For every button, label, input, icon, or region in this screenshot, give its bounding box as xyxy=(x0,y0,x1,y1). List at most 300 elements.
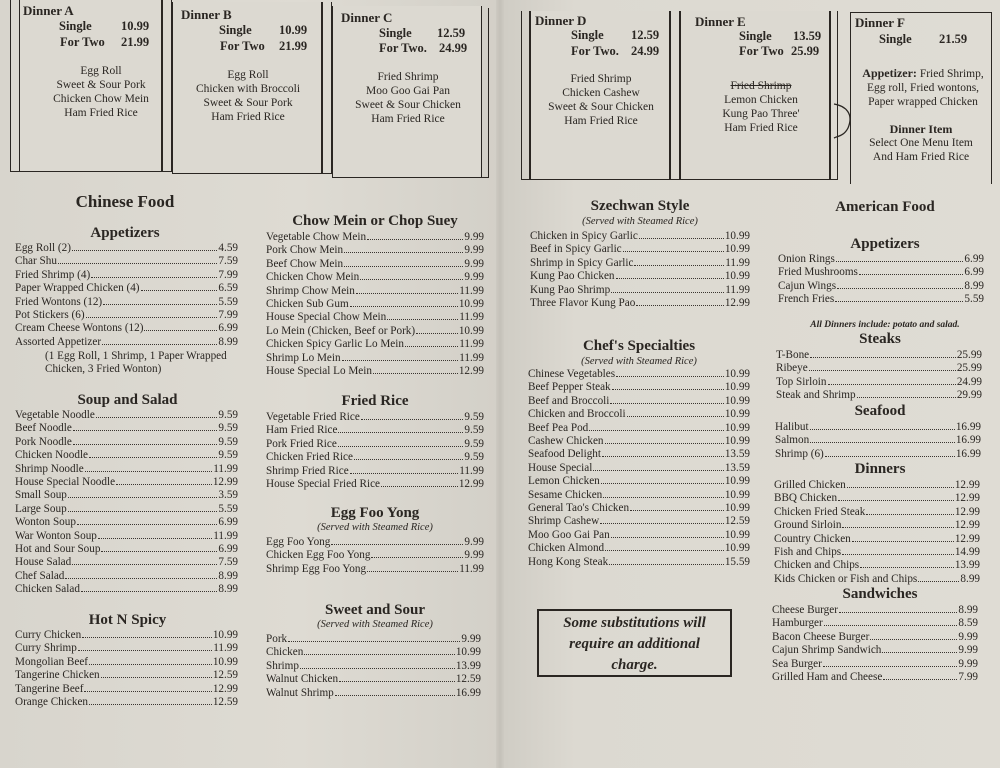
menu-item-row xyxy=(774,573,980,586)
menu-item-row xyxy=(776,362,982,375)
appetizer-description xyxy=(853,66,993,109)
menu-item-row xyxy=(266,660,481,673)
dot-leader xyxy=(300,668,455,669)
menu-item-name: Halibut xyxy=(775,421,809,433)
box-divider xyxy=(322,2,332,174)
menu-item-name: Hong Kong Steak xyxy=(528,555,609,568)
dot-leader xyxy=(335,695,455,696)
menu-item-name: Onion Rings xyxy=(778,253,835,265)
hot-spicy-list xyxy=(15,629,238,709)
dot-leader xyxy=(627,416,724,417)
dot-leader xyxy=(630,510,724,511)
chow-mein-list xyxy=(266,231,484,378)
dot-leader xyxy=(857,397,956,398)
menu-item-name: Cajun Shrimp Sandwich xyxy=(772,644,882,657)
menu-item-price: 9.99 xyxy=(958,630,978,643)
dot-leader xyxy=(101,551,217,552)
dot-leader xyxy=(68,497,218,498)
menu-item-name: Beef and Broccoli xyxy=(528,394,610,407)
dot-leader xyxy=(116,484,212,485)
menu-item-price: 11.99 xyxy=(459,464,484,477)
menu-item-price: 10.99 xyxy=(458,298,484,311)
dinner-box-d xyxy=(530,11,670,180)
menu-item-price: 9.99 xyxy=(464,231,484,243)
menu-item-price: 13.99 xyxy=(455,659,481,672)
menu-item-row xyxy=(266,465,484,478)
single-price: 10.99 xyxy=(279,23,308,37)
note-line: (1 Egg Roll, 1 Shrimp, 1 Paper Wrapped xyxy=(45,350,227,362)
szechwan-title: Szechwan Style xyxy=(590,198,690,214)
box-divider xyxy=(670,11,680,180)
dot-leader xyxy=(836,261,964,262)
dot-leader xyxy=(809,370,956,371)
dot-leader xyxy=(65,578,217,579)
menu-item-row xyxy=(15,489,238,502)
box-divider xyxy=(162,0,172,172)
menu-item-row xyxy=(530,270,750,283)
dot-leader xyxy=(852,541,954,542)
dot-leader xyxy=(882,652,957,653)
menu-item-name: Wonton Soup xyxy=(15,516,76,529)
menu-item-name: Walnut Chicken xyxy=(266,673,339,686)
menu-item-row xyxy=(528,556,750,569)
dinner-box-e xyxy=(680,11,830,180)
menu-item-row xyxy=(530,297,750,310)
menu-item-price: 9.59 xyxy=(218,435,238,448)
menu-item-name: Fried Shrimp (4) xyxy=(15,268,91,281)
dinner-title: Dinner D xyxy=(535,13,587,28)
menu-item-name: War Wonton Soup xyxy=(15,529,97,542)
dot-leader xyxy=(603,497,724,498)
dot-leader xyxy=(89,457,217,458)
menu-item-row xyxy=(266,478,484,491)
menu-item-name: BBQ Chicken xyxy=(774,492,838,505)
dinner-item: Egg Roll xyxy=(227,69,269,81)
dot-leader xyxy=(636,305,724,306)
menu-item-price: 12.99 xyxy=(954,479,980,491)
dot-leader xyxy=(103,304,217,305)
menu-item-price: 9.99 xyxy=(464,244,484,257)
dot-leader xyxy=(860,567,954,568)
egg-foo-yong-subtitle: (Served with Steamed Rice) xyxy=(317,522,433,533)
dinner-item: Chicken Cashew xyxy=(562,87,640,99)
menu-item-name: Chicken xyxy=(266,646,304,659)
menu-item-name: Chicken Sub Gum xyxy=(266,298,349,311)
menu-item-price: 9.59 xyxy=(464,411,484,423)
menu-item-price: 11.99 xyxy=(213,529,238,542)
menu-item-price: 15.59 xyxy=(724,555,750,568)
menu-item-row xyxy=(15,669,238,682)
menu-item-row xyxy=(778,266,984,279)
box-edge xyxy=(830,11,838,180)
menu-item-price: 24.99 xyxy=(956,375,982,388)
menu-item-name: Three Flavor Kung Pao xyxy=(530,297,636,310)
menu-item-price: 12.99 xyxy=(954,492,980,505)
dot-leader xyxy=(611,292,724,293)
american-appetizers-title: Appetizers xyxy=(850,236,920,252)
menu-item-row xyxy=(772,631,978,644)
menu-item-name: Vegetable Fried Rice xyxy=(266,411,360,423)
menu-item-price: 10.99 xyxy=(724,408,750,421)
menu-item-name: Fried Mushrooms xyxy=(778,266,858,279)
dinners-list xyxy=(774,479,980,586)
dot-leader xyxy=(611,537,724,538)
menu-item-name: Country Chicken xyxy=(774,532,851,545)
menu-item-name: Lo Mein (Chicken, Beef or Pork) xyxy=(266,324,416,337)
menu-item-row xyxy=(266,549,484,562)
dot-leader xyxy=(918,581,959,582)
menu-item-price: 12.59 xyxy=(212,669,238,682)
szechwan-list xyxy=(530,230,750,310)
menu-item-row xyxy=(15,696,238,709)
menu-item-name: General Tao's Chicken xyxy=(528,502,630,515)
menu-item-price: 5.59 xyxy=(964,293,984,306)
menu-item-row xyxy=(775,434,981,447)
for-two-price: 21.99 xyxy=(121,35,150,49)
menu-item-name: Cheese Burger xyxy=(772,604,838,616)
sweet-sour-list xyxy=(266,633,481,700)
menu-item-name: Sesame Chicken xyxy=(528,488,603,501)
menu-item-row xyxy=(530,243,750,256)
menu-item-row xyxy=(15,409,238,422)
menu-item-price: 6.99 xyxy=(964,266,984,279)
dot-leader xyxy=(91,277,217,278)
menu-item-name: Shrimp Egg Foo Yong xyxy=(266,562,367,575)
single-label: Single xyxy=(219,23,252,37)
menu-item-price: 10.99 xyxy=(724,435,750,448)
menu-item-row xyxy=(15,683,238,696)
menu-item-row xyxy=(15,269,238,282)
menu-item-price: 9.99 xyxy=(464,549,484,562)
menu-item-name: Grilled Ham and Cheese xyxy=(772,671,883,684)
menu-item-row xyxy=(530,284,750,297)
dot-leader xyxy=(605,443,724,444)
menu-item-row xyxy=(772,644,978,657)
menu-item-name: Large Soup xyxy=(15,502,67,515)
menu-item-row xyxy=(528,515,750,528)
dot-leader xyxy=(847,487,954,488)
dot-leader xyxy=(883,679,957,680)
menu-item-name: House Special Noodle xyxy=(15,476,116,489)
menu-item-name: Shrimp Fried Rice xyxy=(266,464,349,477)
menu-item-name: Fish and Chips xyxy=(774,546,842,559)
menu-item-price: 10.99 xyxy=(455,646,481,659)
menu-item-name: Egg Foo Yong xyxy=(266,536,331,548)
menu-item-price: 11.99 xyxy=(213,642,238,655)
dot-leader xyxy=(360,279,463,280)
szechwan-subtitle: (Served with Steamed Rice) xyxy=(582,216,698,227)
menu-item-price: 7.99 xyxy=(218,268,238,281)
dot-leader xyxy=(68,511,218,512)
menu-item-price: 10.99 xyxy=(458,324,484,337)
menu-item-price: 5.59 xyxy=(218,295,238,308)
menu-item-name: Steak and Shrimp xyxy=(776,389,856,402)
menu-item-name: Chicken Fried Steak xyxy=(774,505,866,518)
menu-item-price: 12.99 xyxy=(954,519,980,532)
dinner-item: Ham Fried Rice xyxy=(211,111,285,123)
menu-item-name: Lemon Chicken xyxy=(528,475,600,488)
menu-item-name: Small Soup xyxy=(15,489,67,502)
single-price: 13.59 xyxy=(793,29,822,43)
menu-item-row xyxy=(528,408,750,421)
menu-item-price: 9.59 xyxy=(218,422,238,435)
menu-item-row xyxy=(15,629,238,642)
appetizer-label: Appetizer: xyxy=(862,66,917,80)
notice-line: charge. xyxy=(611,657,658,673)
dot-leader xyxy=(304,654,455,655)
menu-item-row xyxy=(772,658,978,671)
substitution-notice xyxy=(537,609,732,677)
menu-item-price: 12.99 xyxy=(212,476,238,489)
menu-item-name: Mongolian Beef xyxy=(15,655,89,668)
menu-item-name: House Special Chow Mein xyxy=(266,311,387,324)
menu-item-price: 10.99 xyxy=(724,502,750,515)
menu-item-price: 6.99 xyxy=(964,253,984,265)
dot-leader xyxy=(82,637,212,638)
menu-item-row xyxy=(266,563,484,576)
single-price: 21.59 xyxy=(939,32,968,46)
for-two-price: 24.99 xyxy=(439,41,468,55)
menu-item-row xyxy=(15,543,238,556)
menu-item-name: Hot and Sour Soup xyxy=(15,543,101,556)
menu-item-name: Pork xyxy=(266,633,288,645)
dot-leader xyxy=(85,471,213,472)
dot-leader xyxy=(102,344,217,345)
menu-item-row xyxy=(528,462,750,475)
menu-item-row xyxy=(15,583,238,596)
appetizer-text: Fried Shrimp, Egg roll, Fried wontons, Paper wrapped Chicken xyxy=(866,68,984,108)
menu-item-name: Char Shu xyxy=(15,255,57,268)
dot-leader xyxy=(810,429,955,430)
single-label: Single xyxy=(739,29,772,43)
dot-leader xyxy=(639,238,724,239)
dinners-include-note: All Dinners include: potato and salad. xyxy=(810,320,960,330)
dot-leader xyxy=(810,442,955,443)
menu-item-row xyxy=(15,322,238,335)
dot-leader xyxy=(356,293,458,294)
dot-leader xyxy=(835,301,963,302)
menu-item-price: 11.99 xyxy=(459,311,484,324)
menu-item-row xyxy=(774,533,980,546)
menu-item-price: 3.59 xyxy=(218,489,238,502)
menu-item-price: 11.99 xyxy=(213,462,238,475)
dot-leader xyxy=(342,360,459,361)
menu-item-price: 25.99 xyxy=(956,362,982,375)
menu-item-price: 10.99 xyxy=(724,243,750,256)
menu-item-row xyxy=(778,253,984,266)
menu-item-row xyxy=(15,503,238,516)
menu-item-name: Pork Chow Mein xyxy=(266,244,344,257)
dinner-box-f xyxy=(850,12,992,184)
dinner-item: Moo Goo Gai Pan xyxy=(365,85,450,97)
menu-item-price: 11.99 xyxy=(459,562,484,575)
dinner-box-c xyxy=(332,6,482,178)
menu-item-name: Beef Chow Mein xyxy=(266,257,344,270)
dot-leader xyxy=(331,544,463,545)
menu-item-row xyxy=(528,381,750,394)
chinese-appetizers-title: Appetizers xyxy=(90,225,160,241)
sweet-sour-title: Sweet and Sour xyxy=(324,602,425,618)
dot-leader xyxy=(601,483,724,484)
for-two-label: For Two. xyxy=(571,44,619,58)
chefs-specialties-subtitle: (Served with Steamed Rice) xyxy=(581,356,697,367)
dot-leader xyxy=(72,250,217,251)
chow-mein-title: Chow Mein or Chop Suey xyxy=(292,213,458,229)
chefs-specialties-list xyxy=(528,368,750,569)
menu-item-row xyxy=(778,293,984,306)
menu-item-price: 10.99 xyxy=(724,381,750,394)
menu-item-name: Shrimp Noodle xyxy=(15,462,84,475)
menu-item-name: Assorted Appetizer xyxy=(15,335,102,348)
dot-leader xyxy=(593,470,724,471)
menu-item-price: 10.99 xyxy=(724,488,750,501)
menu-item-row xyxy=(15,656,238,669)
menu-item-row xyxy=(775,448,981,461)
for-two-label: For Two xyxy=(220,39,265,53)
for-two-label: For Two xyxy=(739,44,784,58)
menu-item-row xyxy=(15,309,238,322)
menu-item-price: 29.99 xyxy=(956,389,982,402)
dot-leader xyxy=(361,419,464,420)
menu-item-name: Beef Pea Pod xyxy=(528,421,589,434)
menu-item-row xyxy=(15,296,238,309)
dot-leader xyxy=(842,554,954,555)
dot-leader xyxy=(344,252,463,253)
dinner-item-struck: Fried Shrimp xyxy=(730,80,792,92)
dinner-item-text xyxy=(851,136,991,164)
menu-item-row xyxy=(266,325,484,338)
menu-item-row xyxy=(772,617,978,630)
for-two-price: 21.99 xyxy=(279,39,308,53)
menu-item-name: Pork Fried Rice xyxy=(266,437,337,450)
menu-item-row xyxy=(528,395,750,408)
menu-item-row xyxy=(266,258,484,271)
menu-item-name: Shrimp (6) xyxy=(775,447,824,460)
dinners-title: Dinners xyxy=(854,461,906,477)
menu-item-name: Vegetable Noodle xyxy=(15,409,95,421)
menu-item-price: 10.99 xyxy=(724,270,750,283)
dot-leader xyxy=(839,612,957,613)
dot-leader xyxy=(602,456,724,457)
menu-item-name: Orange Chicken xyxy=(15,696,89,709)
menu-item-name: Tangerine Chicken xyxy=(15,669,100,682)
menu-item-price: 8.99 xyxy=(218,569,238,582)
dinner-items xyxy=(173,68,323,124)
for-two-price: 25.99 xyxy=(791,44,820,58)
menu-item-name: Ground Sirloin xyxy=(774,519,842,532)
menu-item-name: Shrimp xyxy=(266,659,299,672)
for-two-label: For Two. xyxy=(379,41,427,55)
chefs-specialties-title: Chef's Specialties xyxy=(582,338,696,354)
menu-item-row xyxy=(528,529,750,542)
menu-item-name: Beef Pepper Steak xyxy=(528,381,611,394)
dot-leader xyxy=(824,625,958,626)
menu-item-name: Kung Pao Chicken xyxy=(530,270,615,283)
dinner-title: Dinner E xyxy=(695,14,746,29)
menu-item-price: 8.99 xyxy=(218,335,238,348)
menu-item-name: Moo Goo Gai Pan xyxy=(528,528,610,541)
dinner-items xyxy=(31,64,171,120)
menu-item-row xyxy=(266,311,484,324)
dot-leader xyxy=(600,523,724,524)
dinner-item: Sweet & Sour Chicken xyxy=(548,101,654,113)
menu-item-row xyxy=(776,389,982,402)
single-label: Single xyxy=(379,26,412,40)
menu-item-price: 9.59 xyxy=(464,424,484,437)
steaks-list xyxy=(776,349,982,403)
soup-salad-title: Soup and Salad xyxy=(77,392,178,408)
menu-item-price: 12.59 xyxy=(724,515,750,528)
american-food-title: American Food xyxy=(835,199,935,215)
menu-item-name: T-Bone xyxy=(776,349,810,361)
seafood-title: Seafood xyxy=(854,403,906,419)
menu-item-price: 10.99 xyxy=(724,421,750,434)
menu-item-price: 9.99 xyxy=(464,536,484,548)
single-price: 10.99 xyxy=(121,19,150,33)
dot-leader xyxy=(78,650,212,651)
menu-item-price: 13.59 xyxy=(724,461,750,474)
dot-leader xyxy=(350,473,459,474)
menu-item-row xyxy=(266,244,484,257)
dinner-item: Kung Pao Three' xyxy=(722,108,800,120)
menu-item-price: 16.99 xyxy=(955,447,981,460)
dot-leader xyxy=(144,330,217,331)
dot-leader xyxy=(381,486,458,487)
dot-leader xyxy=(823,666,958,667)
dot-leader xyxy=(870,639,957,640)
dinner-items xyxy=(333,70,483,126)
menu-item-row xyxy=(15,476,238,489)
sandwiches-list xyxy=(772,604,978,684)
single-price: 12.59 xyxy=(437,26,466,40)
menu-item-price: 8.99 xyxy=(960,572,980,585)
menu-item-name: House Special xyxy=(528,461,593,474)
menu-item-row xyxy=(772,671,978,684)
menu-item-price: 6.99 xyxy=(218,543,238,556)
menu-item-price: 8.99 xyxy=(218,583,238,596)
dot-leader xyxy=(81,591,217,592)
menu-item-price: 10.99 xyxy=(212,655,238,668)
menu-item-name: Egg Roll (2) xyxy=(15,242,71,254)
menu-item-row xyxy=(774,546,980,559)
menu-item-row xyxy=(15,556,238,569)
menu-item-name: Cream Cheese Wontons (12) xyxy=(15,322,144,335)
menu-item-price: 7.59 xyxy=(218,556,238,569)
dot-leader xyxy=(825,456,955,457)
menu-item-name: Chicken Noodle xyxy=(15,449,89,462)
menu-item-row xyxy=(266,231,484,244)
menu-item-name: Sea Burger xyxy=(772,657,822,670)
menu-item-row xyxy=(774,492,980,505)
dot-leader xyxy=(344,266,463,267)
dinner-item: Chicken Chow Mein xyxy=(53,93,149,105)
menu-item-price: 6.99 xyxy=(218,322,238,335)
menu-item-row xyxy=(266,633,481,646)
menu-item-price: 8.59 xyxy=(958,617,978,630)
menu-item-name: Chicken Spicy Garlic Lo Mein xyxy=(266,338,404,351)
menu-item-name: House Salad xyxy=(15,556,72,569)
menu-item-price: 9.99 xyxy=(461,633,481,645)
menu-item-row xyxy=(528,422,750,435)
dot-leader xyxy=(828,384,956,385)
dot-leader xyxy=(354,459,463,460)
dinner-item-line: Select One Menu Item xyxy=(869,137,973,149)
menu-item-name: House Special Lo Mein xyxy=(266,365,372,378)
menu-item-name: French Fries xyxy=(778,293,835,306)
menu-item-row xyxy=(15,282,238,295)
menu-item-name: Chinese Vegetables xyxy=(528,368,616,380)
menu-item-row xyxy=(775,421,981,434)
